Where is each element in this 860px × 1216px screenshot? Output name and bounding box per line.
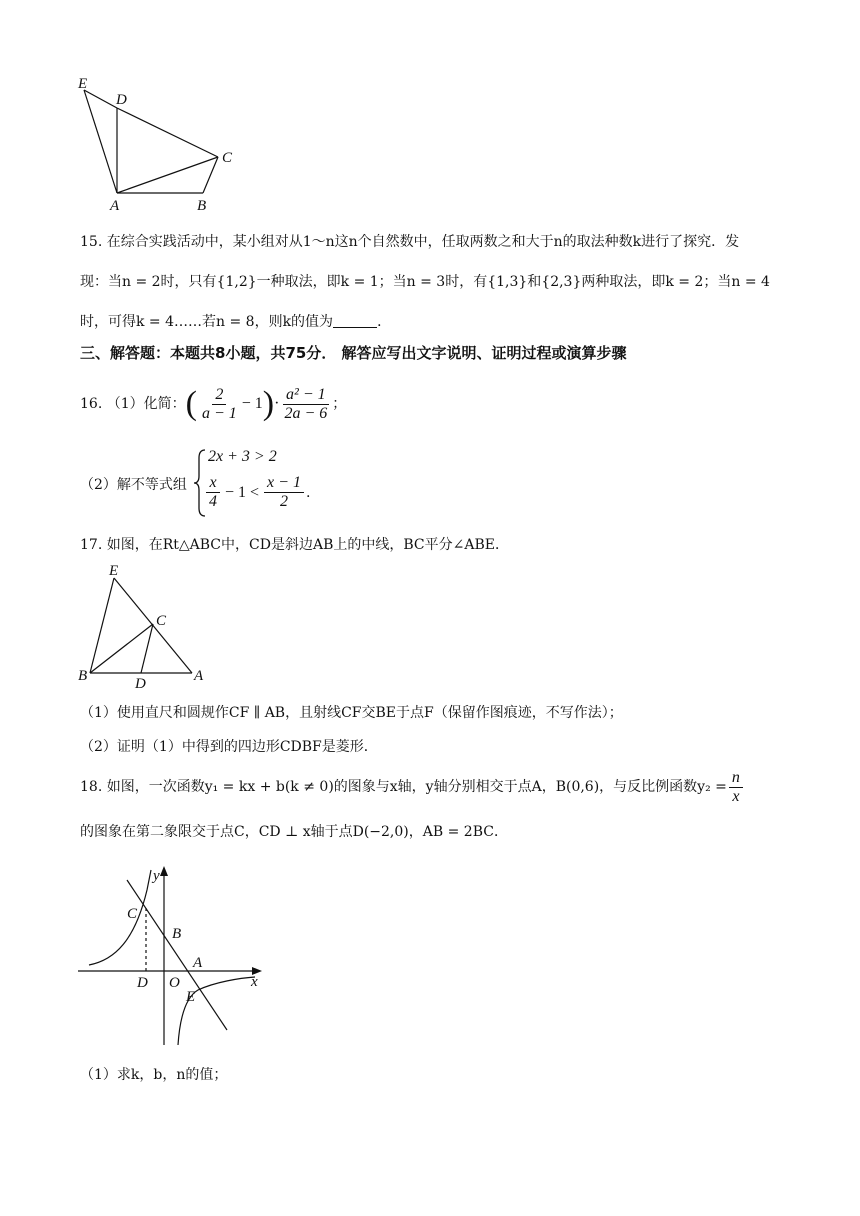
q18-part1: （1）求k，b，n的值；	[80, 1067, 228, 1083]
q17-stem: 17. 如图，在Rt△ABC中，CD是斜边AB上的中线，BC平分∠ABE．	[80, 537, 509, 553]
label-B: B	[78, 668, 88, 684]
ineq-2-mid: − 1 <	[225, 483, 260, 501]
frac-1-den: a − 1	[201, 404, 237, 422]
label-D: D	[137, 975, 148, 991]
label-B: B	[172, 926, 182, 942]
label-E: E	[186, 989, 196, 1005]
ineq-2	[204, 474, 310, 511]
answer-blank[interactable]	[333, 313, 377, 328]
ineq-2-frac-b	[264, 474, 304, 511]
label-C: C	[127, 906, 138, 922]
frac-2-den: 2a − 6	[284, 404, 328, 422]
label-B: B	[197, 198, 207, 214]
q16-part2	[80, 446, 480, 518]
label-C: C	[222, 150, 233, 166]
ineq-2-frac-a-num: x	[206, 474, 219, 493]
figure-q17	[72, 560, 222, 695]
label-C: C	[156, 613, 167, 629]
segment-DC	[117, 108, 218, 157]
label-O: O	[169, 975, 180, 991]
q15-line2: 现：当n = 2时，只有{1,2}一种取法，即k = 1；当n = 3时，有{1,3}和{2,3}两种取法，即k = 2；当n = 4	[80, 274, 770, 290]
q16-part1	[80, 384, 346, 424]
label-D: D	[116, 92, 127, 108]
label-A: A	[110, 198, 120, 214]
frac-2-num: a² − 1	[283, 386, 329, 405]
segment-BC	[203, 157, 218, 193]
section-3-header: 三、解答题：本题共8小题，共75分． 解答应写出文字说明、证明过程或演算步骤	[80, 344, 627, 362]
q16-p2-label: （2）解不等式组	[80, 477, 187, 493]
figure-q14	[70, 70, 250, 215]
ineq-2-frac-a	[206, 474, 220, 511]
q15-line1: 15. 在综合实践活动中，某小组对从1～n这n个自然数中，任取两数之和大于n的取法种数k进行了探究．发	[80, 234, 740, 250]
label-A: A	[193, 955, 203, 971]
q17-part1: （1）使用直尺和圆规作CF ∥ AB，且射线CF交BE于点F（保留作图痕迹，不写作法）；	[80, 705, 623, 721]
frac-2	[281, 386, 330, 423]
label-y: y	[153, 868, 160, 884]
q18-line1	[80, 767, 745, 807]
q15-line3	[80, 312, 391, 332]
q15-line3-end: ．	[377, 314, 392, 330]
dot: ·	[274, 395, 280, 412]
label-E: E	[78, 76, 88, 92]
segment-BE	[90, 578, 114, 673]
q18-frac-num: n	[729, 769, 743, 788]
ineq-2-frac-a-den: 4	[209, 493, 217, 510]
ineq-2-end: .	[305, 484, 311, 501]
q16-p1-end: ；	[332, 396, 347, 412]
ineq-2-frac-b-den: 2	[280, 493, 288, 510]
segment-AC	[117, 157, 218, 193]
label-A: A	[194, 668, 204, 684]
frac-1-num: 2	[212, 386, 226, 405]
label-D: D	[135, 676, 146, 692]
hyperbola-branch-4	[178, 977, 255, 1045]
ineq-2-frac-b-num: x − 1	[264, 474, 304, 493]
q15-line3-text: 时，可得k = 4……若n = 8，则k的值为	[80, 314, 334, 330]
figure-q18	[75, 860, 270, 1050]
ineq-1: 2x + 3 > 2	[208, 448, 277, 465]
hyperbola-branch-2	[89, 870, 151, 965]
frac-1	[199, 386, 240, 423]
q18-line1-text: 18. 如图，一次函数y₁ = kx + b(k ≠ 0)的图象与x轴，y轴分别相交于点A，B(0,6)，与反比例函数y₂ =	[80, 779, 727, 795]
right-paren: )	[262, 385, 275, 422]
minus-one: − 1	[241, 395, 263, 412]
segment-BC	[90, 624, 153, 673]
q17-part2: （2）证明（1）中得到的四边形CDBF是菱形．	[80, 739, 378, 755]
label-E: E	[109, 563, 119, 579]
label-x: x	[251, 974, 258, 990]
line-y1	[127, 880, 227, 1030]
left-paren: (	[185, 385, 197, 422]
q18-frac	[729, 769, 743, 806]
q18-frac-den: x	[732, 787, 740, 805]
q18-line2: 的图象在第二象限交于点C，CD ⊥ x轴于点D(−2,0)，AB = 2BC．	[80, 824, 508, 840]
y-axis-arrow	[160, 866, 168, 876]
q16-p1-label: 16. （1）化简：	[80, 396, 186, 412]
